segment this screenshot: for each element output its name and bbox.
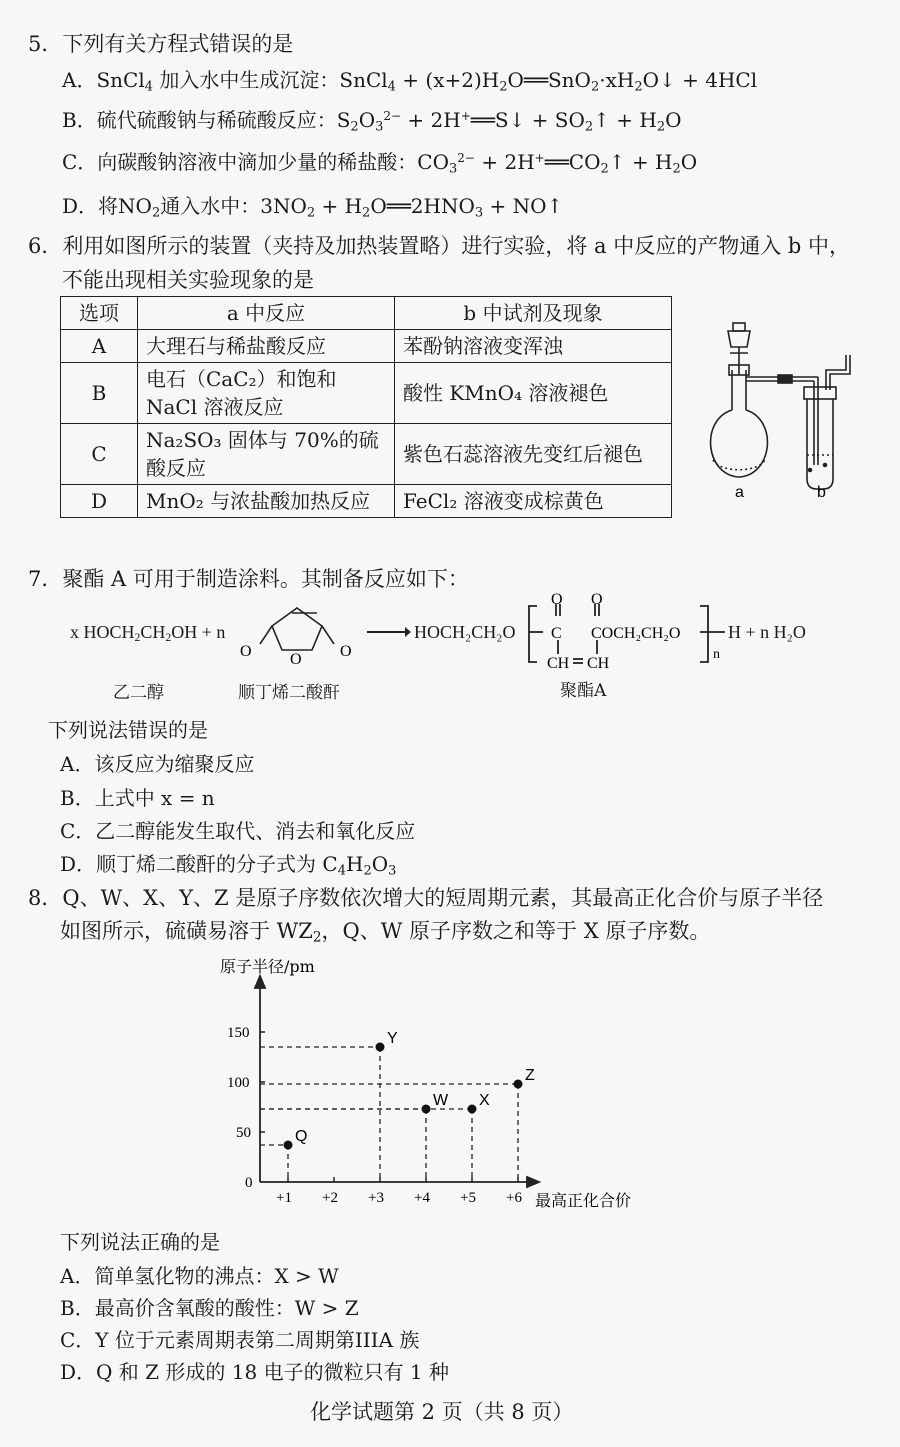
- q5-option-a: A．SnCl$_4$ 加入水中生成沉淀：SnCl$_4$ + $(x+2)H_2O══SnO_2\cdot xH_2O↓ + 4HCl$: [62, 68, 758, 95]
- q5-option-d: D．将$NO_2$通入水中：$3NO_2$ + $H_2O══2HNO_3$ + NO↑: [62, 194, 564, 221]
- q5-stem: 5．下列有关方程式错误的是: [28, 32, 294, 56]
- q7-option-d: D．顺丁烯二酸酐的分子式为 $C_4H_2O_3$: [60, 852, 397, 879]
- q7-product-start: HOCH₂CH₂O: [414, 622, 516, 642]
- q5-option-b: B．硫代硫酸钠与稀硫酸反应：$S_2O_3^{2-}$ + 2H+══S↓ + $SO_2↑ + H_2O$: [62, 108, 682, 135]
- header-b-phenomenon: b 中试剂及现象: [395, 297, 672, 330]
- y-axis-label: 原子半径/pm: [220, 957, 315, 976]
- y-tick-label: 50: [236, 1125, 251, 1141]
- svg-text:C: C: [551, 625, 562, 642]
- row-b-phenomenon: 紫色石蕊溶液先变红后褪色: [395, 424, 672, 485]
- table-row: [61, 424, 672, 485]
- q7-sub-stem: 下列说法错误的是: [48, 718, 208, 742]
- header-option: 选项: [61, 297, 138, 330]
- svg-text:O: O: [240, 643, 252, 660]
- row-b-phenomenon: 苯酚钠溶液变浑浊: [395, 330, 672, 363]
- table-row: [61, 485, 672, 518]
- radius-valence-chart: [200, 950, 700, 1220]
- apparatus-diagram: [700, 315, 870, 505]
- x-tick-label: +2: [322, 1190, 338, 1206]
- q8-stem-line1: 8．Q、W、X、Y、Z 是原子序数依次增大的短周期元素，其最高正化合价与原子半径: [28, 886, 824, 910]
- q8-option-a: A．简单氢化物的沸点：X > W: [60, 1264, 339, 1288]
- table-row: [61, 363, 672, 424]
- table-row: [61, 330, 672, 363]
- q6-stem-line2: 不能出现相关实验现象的是: [62, 268, 314, 292]
- data-point: [514, 1080, 523, 1089]
- svg-text:O: O: [340, 643, 352, 660]
- point-label: W: [433, 1092, 449, 1109]
- experiment-table: [60, 296, 672, 518]
- svg-text:O: O: [591, 592, 603, 608]
- q8-option-b: B．最高价含氧酸的酸性：W > Z: [60, 1296, 359, 1320]
- x-tick-label: +1: [276, 1190, 292, 1206]
- row-a-reaction: 大理石与稀盐酸反应: [138, 330, 395, 363]
- x-tick-label: +3: [368, 1190, 384, 1206]
- row-option: B: [61, 363, 138, 424]
- q7-option-a: A．该反应为缩聚反应: [60, 752, 255, 776]
- data-point: [468, 1105, 477, 1114]
- q8-option-d: D．Q 和 Z 形成的 18 电子的微粒只有 1 种: [60, 1360, 450, 1384]
- svg-text:O: O: [290, 651, 302, 668]
- data-point: [284, 1141, 293, 1150]
- maleic-anhydride-structure: [232, 598, 362, 678]
- q8-option-c: C．Y 位于元素周期表第二周期第IIIA 族: [60, 1328, 420, 1352]
- polyester-repeat-unit: [525, 592, 750, 674]
- row-b-phenomenon: 酸性 KMnO₄ 溶液褪色: [395, 363, 672, 424]
- apparatus-label-b: b: [817, 484, 826, 501]
- q7-product-end: H + n H₂O: [728, 622, 806, 642]
- q8-sub-stem: 下列说法正确的是: [60, 1230, 220, 1254]
- y-tick-label: 100: [227, 1075, 250, 1091]
- name-polyester-a: 聚酯A: [560, 681, 607, 701]
- table-header-row: [61, 297, 672, 330]
- q8-stem-line2: 如图所示，硫磺易溶于 $WZ_2$，Q、W 原子序数之和等于 X 原子序数。: [60, 919, 711, 946]
- row-a-reaction: 电石（CaC₂）和饱和 NaCl 溶液反应: [138, 363, 395, 424]
- y-tick-label: 150: [227, 1025, 250, 1041]
- point-label: X: [479, 1092, 490, 1109]
- row-option: C: [61, 424, 138, 485]
- x-tick-label: +5: [460, 1190, 476, 1206]
- header-a-reaction: a 中反应: [138, 297, 395, 330]
- x-axis-label: 最高正化合价: [535, 1191, 632, 1210]
- svg-text:COCH₂CH₂O: COCH₂CH₂O: [591, 625, 681, 642]
- row-a-reaction: Na₂SO₃ 固体与 70%的硫酸反应: [138, 424, 395, 485]
- q7-stem: 7．聚酯 A 可用于制造涂料。其制备反应如下：: [28, 567, 469, 591]
- x-tick-label: +6: [506, 1190, 522, 1206]
- q7-option-b: B．上式中 x = n: [60, 786, 215, 810]
- reaction-arrow: [365, 622, 411, 642]
- apparatus-label-a: a: [735, 484, 744, 501]
- y-tick-label: 0: [245, 1175, 253, 1191]
- svg-text:n: n: [713, 647, 720, 662]
- point-label: Q: [295, 1128, 308, 1145]
- point-label: Z: [525, 1067, 535, 1084]
- row-a-reaction: MnO₂ 与浓盐酸加热反应: [138, 485, 395, 518]
- x-tick-label: +4: [414, 1190, 430, 1206]
- q7-option-c: C．乙二醇能发生取代、消去和氧化反应: [60, 819, 416, 843]
- q6-stem-line1: 6．利用如图所示的装置（夹持及加热装置略）进行实验，将 a 中反应的产物通入 b 中，: [28, 234, 851, 258]
- row-b-phenomenon: FeCl₂ 溶液变成棕黄色: [395, 485, 672, 518]
- name-maleic-anhydride: 顺丁烯二酸酐: [238, 683, 340, 703]
- svg-text:CH: CH: [547, 655, 570, 672]
- point-label: Y: [387, 1030, 398, 1047]
- q5-option-c: C．向碳酸钠溶液中滴加少量的稀盐酸：$CO_3^{2-}$ + $2H^+══CO_2↑ + H_2O$: [62, 150, 698, 177]
- row-option: A: [61, 330, 138, 363]
- row-option: D: [61, 485, 138, 518]
- svg-text:CH: CH: [587, 655, 610, 672]
- data-point: [376, 1043, 385, 1052]
- q7-reactant1: x $HOCH_2CH_2OH + n$: [70, 622, 226, 644]
- name-ethylene-glycol: 乙二醇: [113, 683, 164, 703]
- svg-text:O: O: [551, 592, 563, 608]
- page-footer: 化学试题第 2 页（共 8 页）: [310, 1400, 574, 1424]
